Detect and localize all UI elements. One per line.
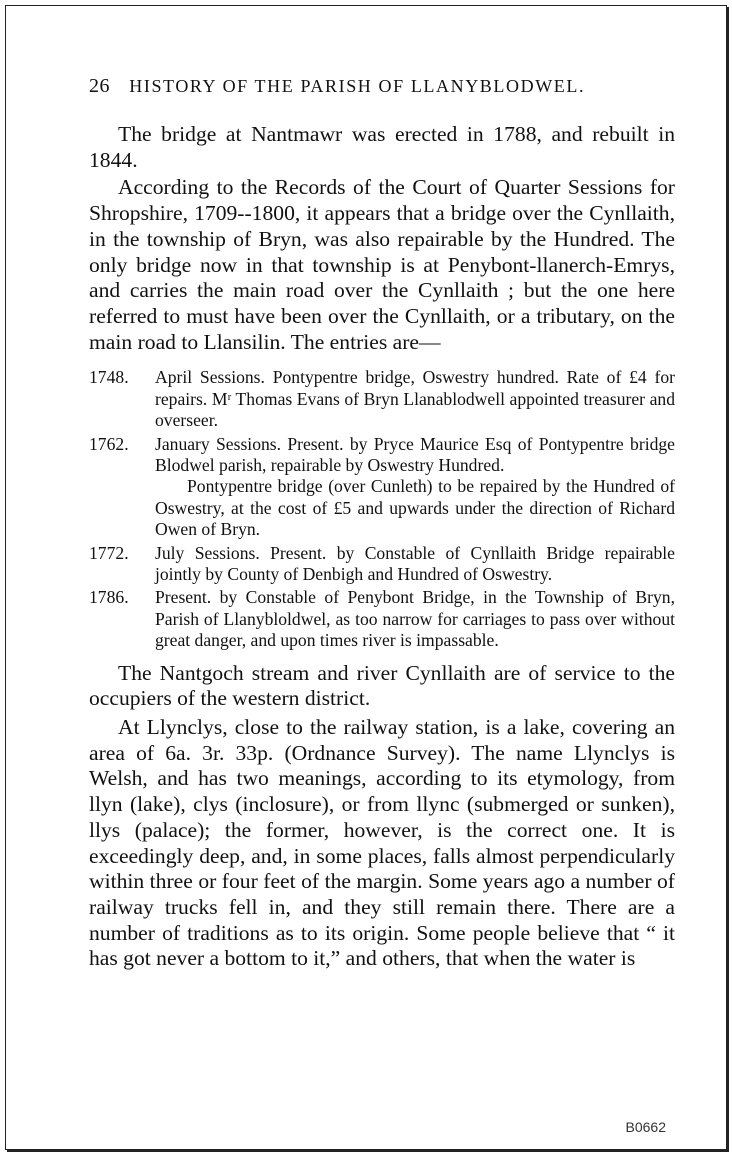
entry-year: 1786. [89, 587, 129, 608]
paragraph-llynclys-lake: At Llynclys, close to the railway station, is a lake, covering an area of 6a. 3r. 33p. (Ordnance Survey). The name Llynclys is Welsh, and has two meanings, according to its etymology, from llyn (lake), clys (inclosure), or from llync (submerged or sunken), llys (palace); the former, however, is the correct one. It is exceedingly deep, and, in some places, falls almost perpendicularly within three or four feet of the margin. Some years ago a number of railway trucks fell in, and they still remain there. There are a number of traditions as to its origin. Some people believe that “ it has got never a bottom to it,” and others, that when the water is [89, 715, 675, 971]
running-title: HISTORY OF THE PARISH OF LLANYBLODWEL. [129, 76, 586, 96]
entry-subtext: Pontypentre bridge (over Cunleth) to be repaired by the Hundred of Oswestry, at the cost of £5 and upwards under the direction of Richard Owen of Bryn. [155, 476, 675, 540]
entry-text: Present. by Constable of Penybont Bridge, in the Township of Bryn, Parish of Llanybloldwel, as too narrow for carriages to pass over without great danger, and upon times river is impassable. [155, 587, 675, 651]
entry-year: 1772. [89, 542, 129, 563]
page-header [89, 75, 585, 98]
book-page [5, 5, 727, 1150]
entry-year: 1748. [89, 367, 129, 388]
sessions-entries [89, 367, 675, 651]
entry-1786 [89, 587, 675, 651]
entry-1762 [89, 434, 675, 541]
entry-text: July Sessions. Present. by Constable of Cynllaith Bridge repairable jointly by County of Denbigh and Hundred of Oswestry. [155, 542, 675, 584]
paragraph-quarter-sessions: According to the Records of the Court of Quarter Sessions for Shropshire, 1709--1800, it appears that a bridge over the Cynllaith, in the township of Bryn, was also repairable by the Hundred. The only bridge now in that township is at Penybont-llanerch-Emrys, and carries the main road over the Cynllaith ; but the one here referred to must have been over the Cynllaith, or a tributary, on the main road to Llansilin. The entries are— [89, 175, 675, 354]
paragraph-nantgoch-stream: The Nantgoch stream and river Cynllaith are of service to the occupiers of the western district. [89, 660, 675, 711]
archive-id-stamp: B0662 [625, 1119, 666, 1135]
page-number: 26 [89, 75, 110, 97]
page-body [89, 122, 675, 972]
entry-1772 [89, 543, 675, 586]
entry-year: 1762. [89, 433, 129, 454]
paragraph-nantmawr-bridge: The bridge at Nantmawr was erected in 1788, and rebuilt in 1844. [89, 122, 675, 172]
entry-text: January Sessions. Present. by Pryce Maurice Esq of Pontypentre bridge Blodwel parish, repairable by Oswestry Hundred. [155, 433, 675, 475]
entry-text: April Sessions. Pontypentre bridge, Oswestry hundred. Rate of £4 for repairs. Mʳ Thomas Evans of Bryn Llanablodwell appointed treasurer and overseer. [155, 367, 675, 431]
entry-1748 [89, 367, 675, 431]
